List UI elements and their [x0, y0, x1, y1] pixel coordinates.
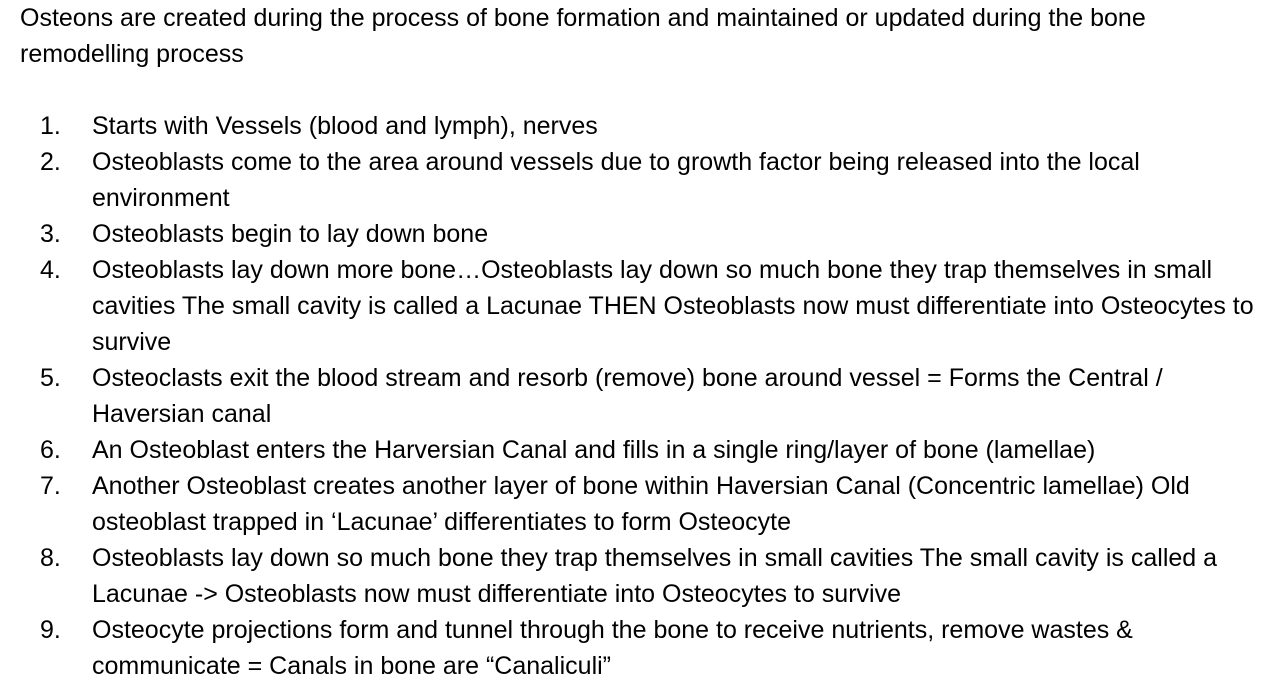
- list-item-text: Another Osteoblast creates another layer of bone within Haversian Canal (Concentric lamellae) Old osteoblast trapped in ‘Lacunae’ differentiates to form Osteocyte: [92, 472, 1190, 536]
- list-item-number: 6.: [40, 436, 61, 464]
- list-item-number: 1.: [40, 112, 61, 140]
- list-item: [20, 144, 1260, 216]
- list-item-text: Osteoclasts exit the blood stream and resorb (remove) bone around vessel = Forms the Central / Haversian canal: [92, 364, 1163, 428]
- list-item: [20, 108, 1260, 144]
- intro-paragraph: Osteons are created during the process of bone formation and maintained or updated during the bone remodelling process: [20, 4, 1146, 68]
- list-item: [20, 216, 1260, 252]
- list-item-text: An Osteoblast enters the Harversian Canal and fills in a single ring/layer of bone (lamellae): [92, 436, 1096, 464]
- list-item-text: Osteoblasts lay down more bone…Osteoblasts lay down so much bone they trap themselves in small cavities The small cavity is called a Lacunae THEN Osteoblasts now must differentiate into Osteocytes to survive: [92, 256, 1254, 356]
- list-item-text: Starts with Vessels (blood and lymph), nerves: [92, 112, 598, 140]
- list-item-text: Osteocyte projections form and tunnel through the bone to receive nutrients, remove wastes & communicate = Canals in bone are “Canaliculi”: [92, 616, 1133, 680]
- list-item-number: 4.: [40, 256, 61, 284]
- list-item-number: 2.: [40, 148, 61, 176]
- list-item-number: 7.: [40, 472, 61, 500]
- list-item-text: Osteoblasts come to the area around vessels due to growth factor being released into the local environment: [92, 148, 1140, 212]
- document-body: [20, 0, 1260, 684]
- list-item: [20, 612, 1260, 684]
- list-item: [20, 432, 1260, 468]
- list-item-text: Osteoblasts begin to lay down bone: [92, 220, 489, 248]
- list-item: [20, 360, 1260, 432]
- list-item-number: 3.: [40, 220, 61, 248]
- list-item: [20, 252, 1260, 360]
- list-item-number: 9.: [40, 616, 61, 644]
- list-item: [20, 468, 1260, 540]
- list-item: [20, 540, 1260, 612]
- list-item-number: 8.: [40, 544, 61, 572]
- list-item-number: 5.: [40, 364, 61, 392]
- list-item-text: Osteoblasts lay down so much bone they trap themselves in small cavities The small cavity is called a Lacunae -> Osteoblasts now must differentiate into Osteocytes to survive: [92, 544, 1218, 608]
- steps-list: [20, 108, 1260, 684]
